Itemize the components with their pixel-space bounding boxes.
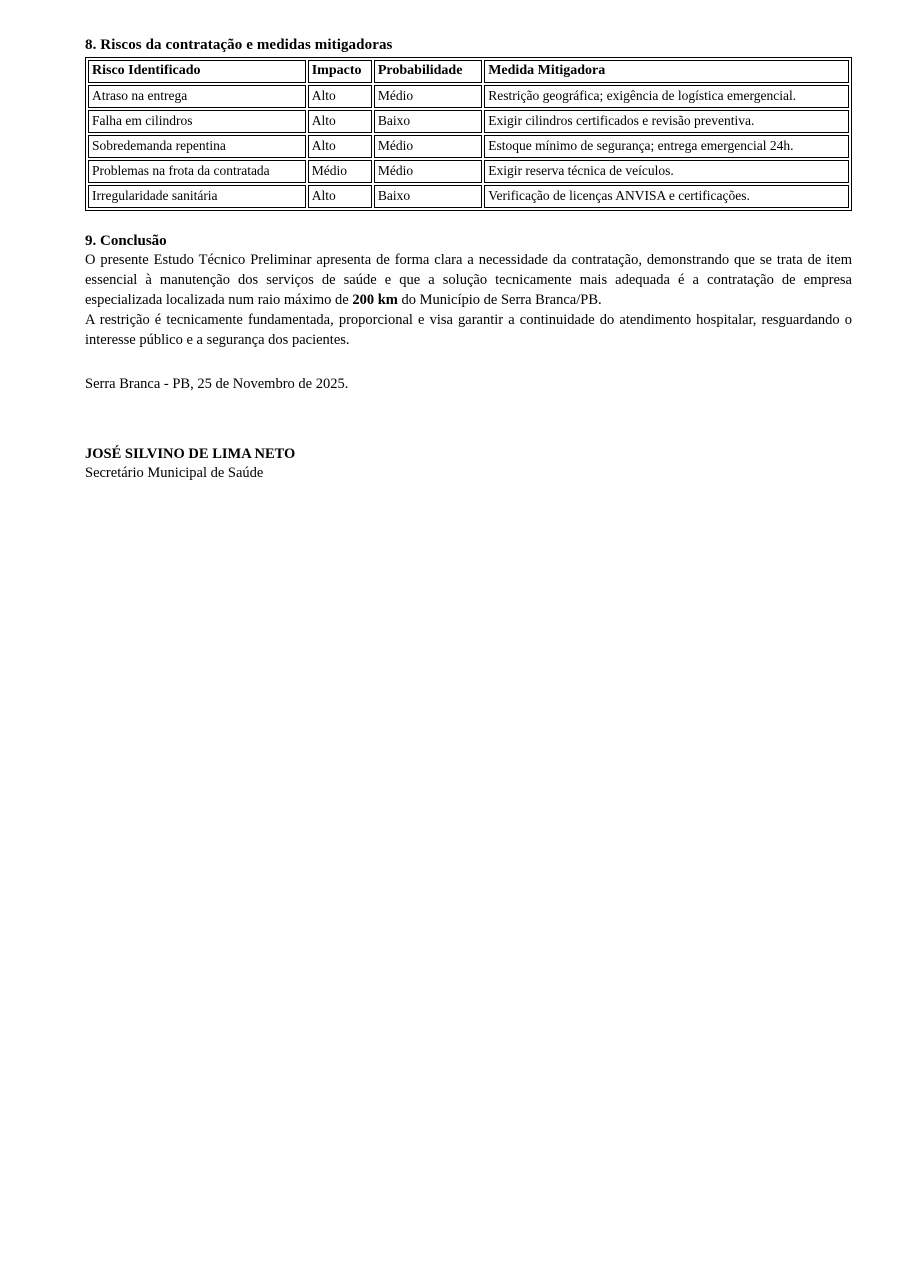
signatory-title: Secretário Municipal de Saúde bbox=[85, 465, 264, 481]
table-cell-probabilidade: Baixo bbox=[374, 110, 482, 133]
conclusion-paragraph-2: A restrição é tecnicamente fundamentada, proporcional e visa garantir a continuidade do atendimento hospitalar, resguardando o interesse público e a segurança dos pacientes. bbox=[85, 312, 852, 348]
section-9-heading: 9. Conclusão bbox=[85, 233, 167, 249]
date-line: Serra Branca - PB, 25 de Novembro de 2025. bbox=[85, 376, 349, 392]
paragraph-1-bold-distance: 200 km bbox=[352, 292, 398, 308]
table-cell-medida: Restrição geográfica; exigência de logística emergencial. bbox=[484, 85, 849, 108]
table-cell-impacto: Médio bbox=[308, 160, 372, 183]
table-cell-risco: Irregularidade sanitária bbox=[88, 185, 306, 208]
table-cell-impacto: Alto bbox=[308, 110, 372, 133]
table-cell-probabilidade: Médio bbox=[374, 135, 482, 158]
table-cell-medida: Verificação de licenças ANVISA e certificações. bbox=[484, 185, 849, 208]
table-cell-medida: Estoque mínimo de segurança; entrega emergencial 24h. bbox=[484, 135, 849, 158]
table-cell-impacto: Alto bbox=[308, 135, 372, 158]
table-cell-risco: Atraso na entrega bbox=[88, 85, 306, 108]
table-header-medida: Medida Mitigadora bbox=[484, 60, 849, 83]
table-cell-probabilidade: Médio bbox=[374, 85, 482, 108]
table-cell-risco: Problemas na frota da contratada bbox=[88, 160, 306, 183]
table-cell-probabilidade: Baixo bbox=[374, 185, 482, 208]
signatory-name: JOSÉ SILVINO DE LIMA NETO bbox=[85, 446, 296, 462]
table-cell-risco: Falha em cilindros bbox=[88, 110, 306, 133]
table-cell-impacto: Alto bbox=[308, 85, 372, 108]
table-row bbox=[88, 110, 849, 133]
section-8-heading: 8. Riscos da contratação e medidas mitigadoras bbox=[85, 37, 393, 53]
table-row bbox=[88, 135, 849, 158]
table-cell-risco: Sobredemanda repentina bbox=[88, 135, 306, 158]
paragraph-1-text-after: do Município de Serra Branca/PB. bbox=[397, 292, 602, 308]
table-cell-medida: Exigir cilindros certificados e revisão preventiva. bbox=[484, 110, 849, 133]
conclusion-paragraph-1 bbox=[85, 250, 852, 310]
paragraph-1-text-before: O presente Estudo Técnico Preliminar apresenta de forma clara a necessidade da contratação, demonstrando que se trata de item essencial à manutenção dos serviços de saúde e que a solução tecnicamente mais adequada é a contratação de empresa especializada localizada num raio máximo de bbox=[85, 252, 852, 308]
table-header-probabilidade: Probabilidade bbox=[374, 60, 482, 83]
table-row bbox=[88, 185, 849, 208]
table-cell-impacto: Alto bbox=[308, 185, 372, 208]
table-row bbox=[88, 160, 849, 183]
table-header-row bbox=[88, 60, 849, 83]
table-header-impacto: Impacto bbox=[308, 60, 372, 83]
table-header-risco: Risco Identificado bbox=[88, 60, 306, 83]
signature-block bbox=[85, 445, 852, 483]
table-row bbox=[88, 85, 849, 108]
table-cell-medida: Exigir reserva técnica de veículos. bbox=[484, 160, 849, 183]
risks-table bbox=[85, 57, 852, 211]
table-cell-probabilidade: Médio bbox=[374, 160, 482, 183]
